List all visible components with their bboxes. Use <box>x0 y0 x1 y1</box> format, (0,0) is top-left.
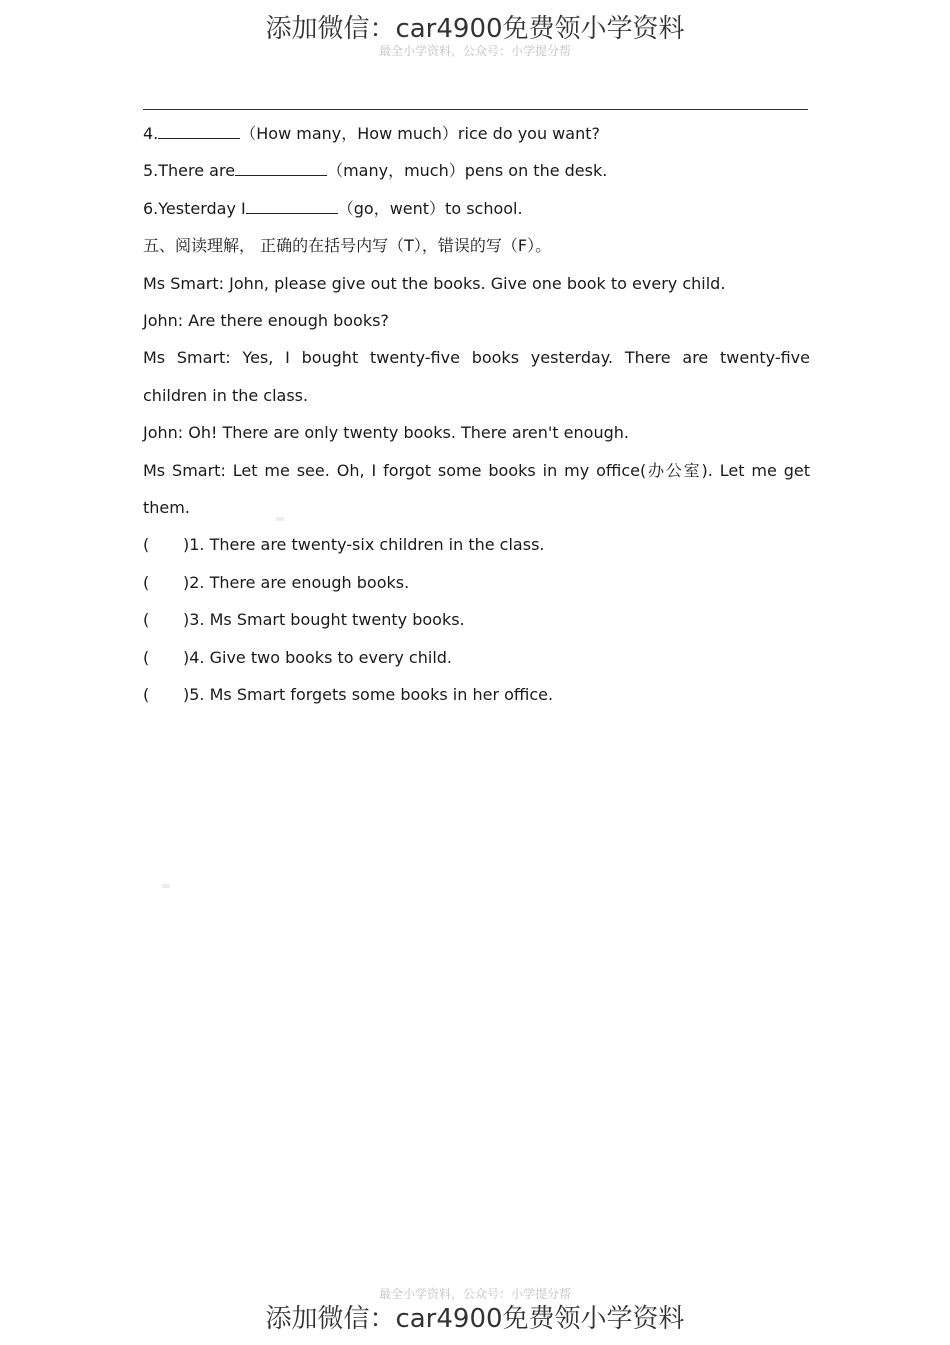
item-text: （go，went）to school. <box>337 199 523 218</box>
header-faint-text: 最全小学资料，公众号：小学提分帮 <box>378 44 571 58</box>
scan-mark <box>276 517 284 521</box>
passage-line: John: Oh! There are only twenty books. There aren't enough. <box>143 423 629 442</box>
answer-blank[interactable] <box>158 124 240 139</box>
question-5 <box>143 685 553 705</box>
question-4 <box>143 648 452 668</box>
scan-mark <box>162 884 170 888</box>
fill-blank-item-4 <box>143 124 600 144</box>
passage-line: them. <box>143 498 190 517</box>
answer-blank[interactable] <box>235 161 327 176</box>
passage-line: Ms Smart: Let me see. Oh, I forgot some books in my office(办公室). Let me get <box>143 461 810 480</box>
question-3 <box>143 610 465 630</box>
passage-line: John: Are there enough books? <box>143 311 389 330</box>
fill-blank-item-6 <box>143 199 523 219</box>
passage-line: Ms Smart: John, please give out the books. Give one book to every child. <box>143 274 726 293</box>
answer-bracket[interactable]: ( <box>143 573 150 592</box>
passage-line: children in the class. <box>143 386 309 405</box>
item-number: 4. <box>143 124 159 143</box>
item-text-before: Yesterday I <box>158 199 246 218</box>
question-text: )3. Ms Smart bought twenty books. <box>183 610 465 629</box>
section-title: 五、阅读理解， 正确的在括号内写（T），错误的写（F）。 <box>143 236 552 255</box>
question-text: )2. There are enough books. <box>183 573 410 592</box>
answer-bracket[interactable]: ( <box>143 685 150 704</box>
question-text: )4. Give two books to every child. <box>183 648 452 667</box>
item-text-before: There are <box>158 161 236 180</box>
footer-banner: 添加微信：car4900免费领小学资料 <box>265 1304 685 1334</box>
header-banner: 添加微信：car4900免费领小学资料 <box>265 14 685 44</box>
footer-faint-text: 最全小学资料，公众号：小学提分帮 <box>378 1287 571 1301</box>
item-number: 5. <box>143 161 159 180</box>
item-number: 6. <box>143 199 159 218</box>
header-divider <box>143 109 808 110</box>
item-text: （many，much）pens on the desk. <box>327 161 608 180</box>
answer-bracket[interactable]: ( <box>143 535 150 554</box>
question-2 <box>143 573 409 593</box>
answer-blank[interactable] <box>246 199 338 214</box>
item-text: （How many，How much）rice do you want? <box>240 124 600 143</box>
question-text: )5. Ms Smart forgets some books in her office. <box>183 685 554 704</box>
answer-bracket[interactable]: ( <box>143 610 150 629</box>
fill-blank-item-5 <box>143 161 607 181</box>
question-1 <box>143 535 544 555</box>
passage-line: Ms Smart: Yes, I bought twenty-five books yesterday. There are twenty-five <box>143 348 810 367</box>
question-text: )1. There are twenty-six children in the class. <box>183 535 545 554</box>
answer-bracket[interactable]: ( <box>143 648 150 667</box>
